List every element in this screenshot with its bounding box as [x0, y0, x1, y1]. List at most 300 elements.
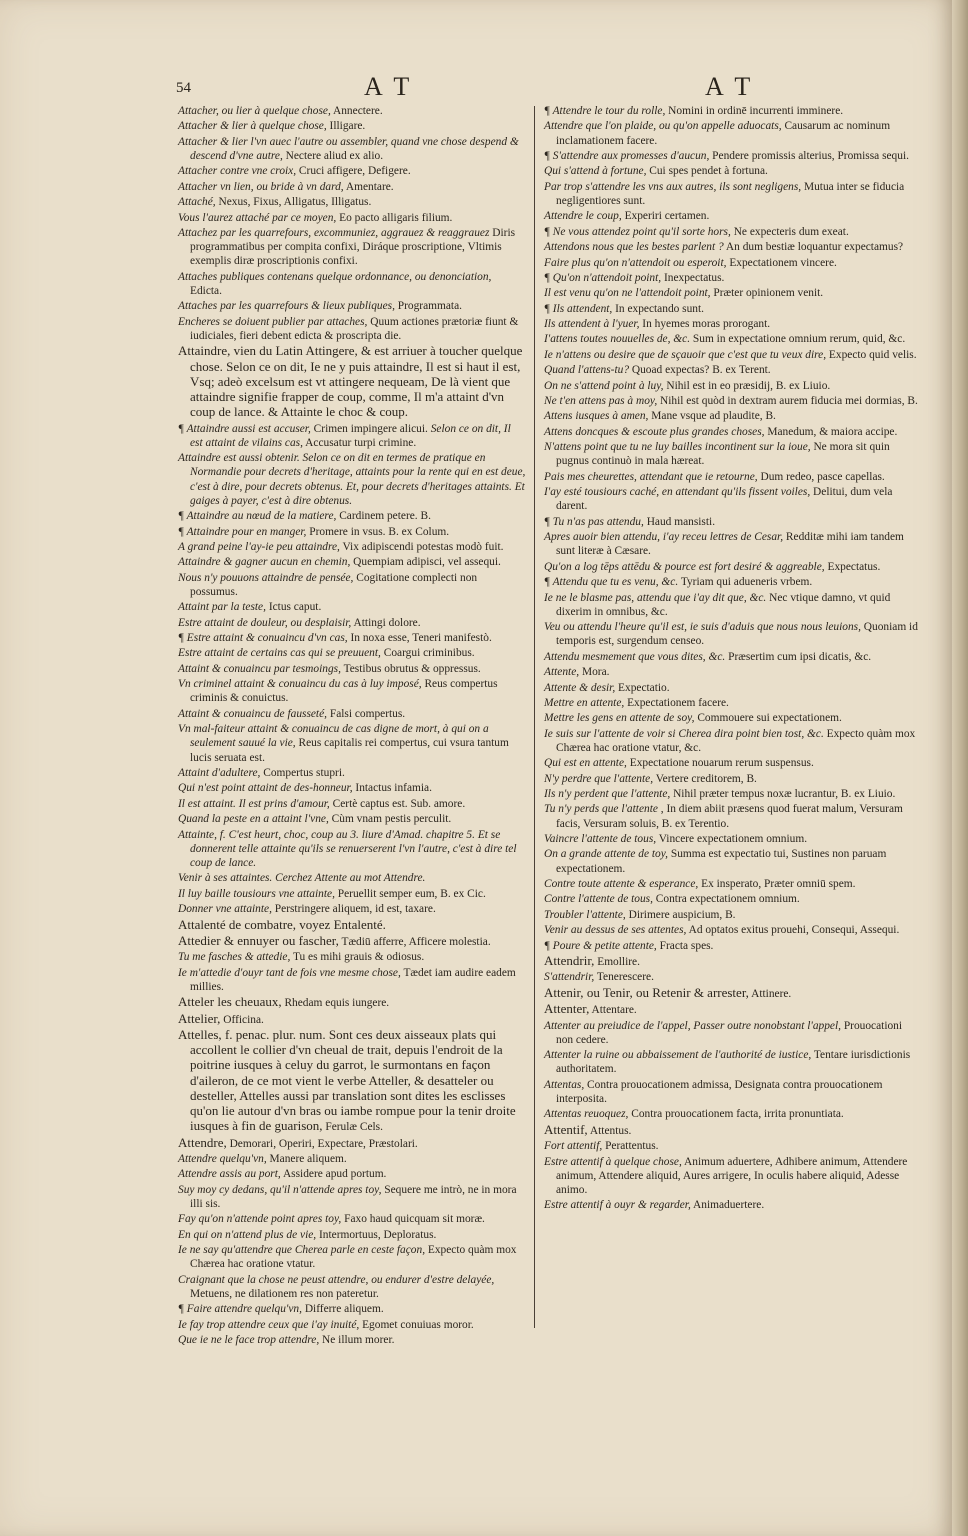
dictionary-entry	[178, 902, 526, 916]
dictionary-entry	[544, 832, 918, 846]
dictionary-entry	[178, 887, 526, 901]
dictionary-entry	[544, 164, 918, 178]
french-text: Vous l'aurez attaché par ce moyen,	[178, 211, 337, 224]
latin-text: Programmata.	[394, 300, 462, 313]
latin-text: Sum in expectatione omnium rerum, quid, &c.	[690, 333, 906, 346]
dictionary-entry	[544, 802, 918, 830]
french-text: Ie ne say qu'attendre que Cherea parle en ceste façon,	[178, 1244, 426, 1257]
latin-text: Expecto quàm mox Chærea hac oratione vtatur, &c.	[556, 727, 916, 754]
latin-text: Quum actiones prætoriæ fiunt & iudiciales, fieri debent edicta & proscripta die.	[190, 315, 519, 342]
dictionary-entry	[544, 286, 918, 300]
dictionary-entry	[178, 781, 526, 795]
latin-text: Nectere aliud ex alio.	[282, 149, 384, 162]
french-text: A grand peine l'ay-ie peu attaindre,	[178, 540, 340, 553]
french-text: Pais mes cheurettes, attendant que ie retourne,	[544, 470, 758, 483]
dictionary-entry	[544, 923, 918, 937]
latin-text: Crimen impingere alicui.	[310, 422, 428, 435]
latin-text: Annectere.	[330, 105, 383, 117]
dictionary-entry	[544, 1107, 918, 1121]
french-text: Quand la peste en a attaint l'vne,	[178, 813, 329, 826]
right-running-head: A T	[705, 72, 754, 101]
french-text: ¶ Attaindre pour en manger,	[178, 525, 307, 538]
latin-text: Metuens, ne dilationem res non pateretur.	[190, 1288, 379, 1301]
latin-text: Ferulæ Cels.	[322, 1121, 383, 1134]
french-text: Fay qu'on n'attende point apres toy,	[178, 1213, 342, 1226]
latin-text: Perattentus.	[602, 1140, 659, 1153]
french-text: Nous n'y pouuons attaindre de pensée,	[178, 571, 354, 584]
latin-text: Vincere expectationem omnium.	[656, 833, 808, 846]
french-text: Troubler l'attente,	[544, 908, 626, 921]
french-text: Attacher, ou lier à quelque chose,	[178, 105, 331, 117]
latin-text: Expecto quàm mox Chærea hac oratione vtatur.	[190, 1244, 517, 1271]
latin-text: Reus compertus criminis & conuictus.	[190, 678, 498, 705]
latin-text: Testibus obrutus & oppressus.	[340, 662, 481, 675]
headword: Attelles,	[178, 1027, 222, 1043]
latin-text: Causarum ac nominum inclamationem facere.	[556, 120, 891, 147]
dictionary-entry	[178, 315, 526, 343]
french-text: ¶ Attaindre au nœud de la matiere,	[178, 510, 337, 523]
latin-text: Ne illum morer.	[319, 1334, 395, 1347]
french-text: Faire plus qu'on n'attendoit ou esperoit,	[544, 256, 727, 269]
latin-text: Reus capitalis rei compertus, cui vsura tantum lucis seruata est.	[190, 737, 509, 764]
french-text: ¶ S'attendre aux promesses d'aucun,	[544, 149, 710, 162]
dictionary-entry	[544, 877, 918, 891]
dictionary-entry	[544, 1048, 918, 1076]
latin-text: In hyemes moras prorogant.	[639, 318, 771, 331]
dictionary-entry	[178, 662, 526, 676]
french-text: Venir au dessus de ses attentes,	[544, 924, 687, 937]
latin-text: Expectatio.	[615, 681, 670, 694]
french-text: Attaint & conuaincu de fausseté,	[178, 707, 328, 720]
french-text: Attendons nous que les bestes parlent ?	[544, 241, 724, 254]
dictionary-entry	[178, 995, 526, 1010]
latin-text: Emollire.	[594, 956, 640, 968]
latin-text: Diris programmatibus per compita confixi, Diráque proscriptione, Vltimis exemplis diræ proscriptionis confixi.	[190, 226, 516, 268]
french-text: Il luy baille tousiours vne attainte,	[178, 887, 335, 900]
latin-text: Tædet iam audire eadem millies.	[190, 966, 516, 993]
french-text: Attendre que l'on plaide, ou qu'on appelle aduocats,	[544, 120, 782, 133]
dictionary-entry	[178, 270, 526, 298]
dictionary-entry	[544, 620, 918, 648]
dictionary-entry	[178, 1152, 526, 1166]
dictionary-entry	[544, 440, 918, 468]
dictionary-entry	[544, 575, 918, 589]
headword: Atteler	[178, 994, 215, 1010]
dictionary-entry	[544, 727, 918, 755]
latin-text: Cogitatione complecti non possumus.	[190, 571, 478, 598]
french-text: On a grande attente de toy,	[544, 848, 669, 861]
french-text: Venir à ses attaintes. Cerchez Attente au mot Attendre.	[178, 872, 426, 885]
french-text: Selon ce on dit, Il est attaint de vilains cas,	[190, 422, 511, 449]
french-text: Attacher & lier à quelque chose,	[178, 120, 327, 133]
dictionary-entry	[544, 1139, 918, 1153]
dictionary-entry	[178, 1243, 526, 1271]
dictionary-entry	[178, 871, 526, 885]
latin-text: Expectatus.	[824, 560, 881, 573]
dictionary-entry	[544, 665, 918, 679]
dictionary-entry	[544, 363, 918, 377]
dictionary-entry	[178, 540, 526, 554]
latin-text: Manedum, & maiora accipe.	[764, 425, 898, 438]
latin-text: Certè captus est. Sub. amore.	[329, 797, 466, 810]
french-text: Attaindre & gagner aucun en chemin,	[178, 556, 351, 569]
dictionary-entry	[544, 1002, 918, 1017]
latin-text: Experiri certamen.	[621, 210, 710, 223]
latin-text: Differre aliquem.	[301, 1303, 384, 1316]
dictionary-entry	[544, 485, 918, 513]
french-text: Attens doncques & escoute plus grandes choses,	[544, 425, 765, 438]
latin-text: Ex insperato, Præter omniū spem.	[698, 878, 856, 891]
french-text: ¶ Attaindre aussi est accuser,	[178, 422, 311, 435]
latin-text: Intactus infamia.	[352, 782, 432, 795]
french-text: Attentas reuoquez,	[544, 1108, 629, 1121]
column-divider	[534, 106, 535, 1328]
french-text: Ie n'attens ou desire que de sçauoir que c'est que tu veux dire,	[544, 348, 827, 361]
french-text: I'ay esté tousiours caché, en attendant qu'ils fissent voiles,	[544, 486, 811, 499]
headword: Attelier,	[178, 1010, 221, 1026]
dictionary-entry	[178, 525, 526, 539]
french-text: Par trop s'attendre les vns aux autres, ils sont negligens,	[544, 180, 802, 193]
french-text: Que ie ne le face trop attendre,	[178, 1334, 320, 1347]
dictionary-entry	[544, 1123, 918, 1138]
left-running-head: A T	[364, 72, 413, 101]
french-text: Il est venu qu'on ne l'attendoit point,	[544, 287, 711, 300]
latin-text: Nihil præter tempus noxæ lucrantur, B. ex Liuio.	[670, 788, 896, 801]
french-text: ¶ Qu'on n'attendoit point,	[544, 271, 662, 284]
latin-text: Pendere promissis alterius, Promissa sequi.	[709, 149, 909, 162]
dictionary-entry	[178, 119, 526, 133]
dictionary-entry	[544, 696, 918, 710]
dictionary-entry	[544, 847, 918, 875]
dictionary-entry	[544, 119, 918, 147]
french-text: Veu ou attendu l'heure qu'il est, ie suis d'aduis que nous nous leuions,	[544, 621, 861, 634]
dictionary-entry	[544, 939, 918, 953]
dictionary-entry	[178, 707, 526, 721]
french-text: Attacher & lier l'vn auec l'autre ou assembler, quand vne chose despend & descend d'vne autre,	[178, 135, 519, 162]
dictionary-entry	[544, 908, 918, 922]
dictionary-entry	[544, 787, 918, 801]
dictionary-entry	[178, 1136, 526, 1151]
latin-text: Summa est expectatio tui, Sustines non paruam expectationem.	[556, 848, 887, 875]
french-text: Tu n'y perds que l'attente	[544, 803, 658, 816]
latin-text: Nihil est quòd in dextram aurem fiducia mei dormias, B.	[657, 395, 918, 408]
latin-text: Fracta spes.	[656, 939, 714, 952]
french-text: Estre attaint de douleur, ou desplaisir,	[178, 616, 352, 629]
page-edge	[952, 0, 968, 1536]
dictionary-entry	[544, 560, 918, 574]
french-text: ¶ Ils attendent,	[544, 302, 613, 315]
french-text: ¶ Poure & petite attente,	[544, 939, 657, 952]
dictionary-entry	[544, 225, 918, 239]
latin-text: Tyriam qui adueneris vrbem.	[678, 576, 813, 589]
latin-text: Animum aduertere, Adhibere animum, Attendere animum, Attendere aliquid, Aures arrigere, In oculis habere aliquid, Adesse animo.	[556, 1155, 908, 1196]
latin-text: Compertus stupri.	[260, 767, 345, 779]
latin-text: Præsertim cum ipsi dicatis, &c.	[725, 650, 872, 663]
left-column	[178, 104, 526, 1347]
french-text: Ie m'attedie d'ouyr tant de fois vne mesme chose,	[178, 966, 401, 979]
dictionary-entry	[178, 164, 526, 178]
french-text: Estre attentif à quelque chose,	[544, 1155, 682, 1168]
french-text: ¶ Ne vous attendez point qu'il sorte hors,	[544, 225, 731, 238]
dictionary-entry	[178, 195, 526, 209]
dictionary-entry	[544, 650, 918, 664]
dictionary-entry	[544, 530, 918, 558]
latin-text: Dum redeo, pasce capellas.	[757, 470, 885, 483]
french-text: Qui est en attente,	[544, 757, 627, 770]
latin-text: Ad optatos exitus prouehi, Consequi, Assequi.	[686, 924, 900, 937]
french-text: Attendre quelqu'vn,	[178, 1153, 267, 1166]
latin-text: Assidere apud portum.	[280, 1168, 387, 1181]
dictionary-entry	[178, 1212, 526, 1226]
dictionary-entry	[178, 135, 526, 163]
latin-text: Expectatione nouarum rerum suspensus.	[626, 757, 814, 770]
dictionary-entry	[544, 470, 918, 484]
dictionary-entry	[544, 1155, 918, 1198]
french-text: de combatre, voyez Entalenté.	[225, 916, 386, 932]
french-text: Craignant que la chose ne peust attendre, ou endurer d'estre delayée,	[178, 1273, 495, 1286]
headword: Attaindre,	[178, 343, 231, 359]
latin-text: An dum bestiæ loquantur expectamus?	[723, 241, 904, 254]
french-text: Estre attaint de certains cas qui se preuuent,	[178, 647, 381, 660]
french-text: Ie suis sur l'attente de voir si Cherea dira point bien tost, &c.	[544, 727, 824, 740]
french-text: Ne t'en attens pas à moy,	[544, 395, 658, 408]
latin-text: Attentus.	[587, 1124, 632, 1137]
french-text: En qui on n'attend plus de vie,	[178, 1228, 317, 1241]
dictionary-entry	[544, 180, 918, 208]
latin-text: Falsi compertus.	[327, 707, 406, 720]
french-text: Contre l'attente de tous,	[544, 893, 653, 906]
latin-text: Edicta.	[190, 284, 222, 297]
french-text: Mettre en attente,	[544, 696, 625, 709]
dictionary-entry	[544, 425, 918, 439]
latin-text: Ictus caput.	[265, 601, 322, 614]
french-text: Qui s'attend à fortune,	[544, 165, 647, 178]
french-text: Attendu mesmement que vous dites, &c.	[544, 650, 726, 663]
headword: Attedier	[178, 932, 221, 948]
latin-text: Attingi dolore.	[351, 616, 421, 629]
latin-text: Attentare.	[589, 1004, 637, 1017]
french-text: Quand l'attens-tu?	[544, 364, 630, 377]
dictionary-entry	[544, 348, 918, 362]
latin-text: Rhedam equis iungere.	[281, 997, 390, 1010]
french-text: N'y perdre que l'attente,	[544, 772, 654, 785]
french-text: S'attendrir,	[544, 971, 595, 984]
latin-text: Quempiam adipisci, vel assequi.	[350, 556, 501, 569]
dictionary-entry	[544, 1078, 918, 1106]
dictionary-entry	[544, 271, 918, 285]
latin-text: Intermortuus, Deploratus.	[316, 1228, 437, 1241]
french-text: Donner vne attainte,	[178, 903, 272, 916]
latin-text: Ne expecteris dum exeat.	[730, 225, 849, 238]
dictionary-entry	[178, 1302, 526, 1316]
french-text: Attenter au preiudice de l'appel, Passer outre nonobstant l'appel,	[544, 1019, 841, 1032]
french-text: Tu me fasches & attedie,	[178, 951, 291, 964]
french-text: ¶ Faire attendre quelqu'vn,	[178, 1303, 302, 1316]
latin-text: Quoad expectas? B. ex Terent.	[629, 364, 771, 377]
latin-text: Tenerescere.	[594, 971, 654, 984]
latin-text: Demorari, Operiri, Expectare, Præstolari.	[226, 1137, 418, 1150]
french-text: Attainte, f. C'est heurt, choc, coup au 3. liure d'Amad. chapitre 5. Et se donnerent telle attainte qu'ils se renuerserent l'vn l'autre, c'est à dire tel coup de lance.	[178, 828, 517, 869]
dictionary-entry	[544, 149, 918, 163]
dictionary-entry	[178, 571, 526, 599]
latin-text: Redditæ mihi iam tandem sunt literæ à Cæsare.	[556, 531, 904, 558]
latin-text: In noxa esse, Teneri manifestò.	[347, 632, 492, 645]
dictionary-entry	[544, 954, 918, 969]
latin-text: Contra expectationem omnium.	[652, 893, 800, 906]
french-text: Attaché,	[178, 196, 216, 209]
french-text: Fort attentif,	[544, 1140, 603, 1153]
dictionary-entry	[178, 422, 526, 450]
french-text: Suy moy cy dedans, qu'il n'attende apres toy,	[178, 1183, 382, 1196]
dictionary-entry	[178, 828, 526, 871]
dictionary-entry	[544, 892, 918, 906]
latin-text: Haud mansisti.	[643, 515, 716, 528]
french-text: Ie fay trop attendre ceux que i'ay inuité,	[178, 1318, 360, 1331]
dictionary-entry	[544, 1198, 918, 1212]
french-text: ¶ Attendre le tour du rolle,	[544, 105, 666, 117]
latin-text: Inexpectatus.	[661, 271, 725, 284]
latin-text: Cardinem petere. B.	[336, 510, 431, 523]
french-text: Attaint & conuaincu par tesmoings,	[178, 662, 341, 675]
latin-text: Commouere sui expectationem.	[694, 712, 842, 725]
dictionary-entry	[178, 646, 526, 660]
french-text: Il est attaint. Il est prins d'amour,	[178, 797, 330, 810]
dictionary-entry	[544, 711, 918, 725]
latin-text: Prouocationi non cedere.	[556, 1019, 903, 1046]
latin-text: Promere in vsus. B. ex Colum.	[306, 525, 450, 538]
french-text: Ils attendent à l'yuer,	[544, 318, 640, 331]
french-text: ¶ Attendu que tu es venu, &c.	[544, 576, 679, 589]
french-text: Ie ne le blasme pas, attendu que i'ay dit que, &c.	[544, 591, 767, 604]
latin-text: Sequere me intrò, ne in mora illi sis.	[190, 1183, 517, 1211]
latin-text: Tædiū afferre, Afficere molestia.	[338, 935, 491, 948]
french-text: f. penac. plur. num. Sont ces deux aisseaux plats qui accollent le collier d'vn cheual de trait, depuis l'endroit de la poitrine iusques à celuy du garrot, le surmontans en façon d'aileron, de ce mot vient le verbe Atteller, & desatteler ou desteller, Attelles aussi par translation sont dites les esclisses qu'on lie autour d'vn bras ou iambe rompue pour la tenir droite iusques à fin de guarison,	[190, 1027, 516, 1134]
dictionary-entry	[544, 591, 918, 619]
french-text: Attendre le coup,	[544, 210, 622, 223]
french-text: I'attens toutes nouuelles de, &c.	[544, 333, 691, 346]
headword: Attendre,	[178, 1134, 227, 1150]
dictionary-entry	[178, 104, 526, 118]
french-text: Estre attentif à ouyr & regarder,	[544, 1199, 691, 1212]
dictionary-entry	[178, 299, 526, 313]
french-text: Attendre assis au port,	[178, 1168, 281, 1181]
latin-text: Officina.	[220, 1013, 264, 1026]
latin-text: Mane vsque ad plaudite, B.	[648, 410, 776, 423]
french-text: & ennuyer ou fascher,	[220, 932, 339, 948]
french-text: ¶ Tu n'as pas attendu,	[544, 515, 644, 528]
headword: Attenir,	[544, 984, 584, 1000]
dictionary-entry	[544, 256, 918, 270]
latin-text: Vix adipiscendi potestas modò fuit.	[339, 540, 504, 553]
french-text: Attaint par la teste,	[178, 601, 266, 614]
dictionary-entry	[544, 681, 918, 695]
dictionary-entry	[544, 986, 918, 1001]
dictionary-entry	[178, 966, 526, 994]
french-text: On ne s'attend point à luy,	[544, 379, 664, 392]
dictionary-entry	[178, 1228, 526, 1242]
dictionary-entry	[178, 180, 526, 194]
dictionary-entry	[544, 209, 918, 223]
french-text: Attaint d'adultere,	[178, 767, 261, 779]
french-text: Attaindre est aussi obtenir. Selon ce on dit en termes de pratique en Normandie pour decrets d'heritage, attaints pour la rente qui en est deue, c'est à dire, pour decrets obtenus. Et, pour decrets d'heritages attaints. Et gaiges à payer, c'est à dire obtenus.	[178, 452, 526, 507]
latin-text: Accusatur turpi crimine.	[302, 436, 417, 449]
latin-text: Quoniam id temporis est, surgendum censeo.	[556, 621, 918, 648]
latin-text: Nomini in ordinē incurrenti imminere.	[665, 105, 844, 117]
dictionary-entry	[544, 756, 918, 770]
dictionary-entry	[178, 616, 526, 630]
french-text: Encheres se doiuent publier par attaches,	[178, 315, 368, 328]
dictionary-entry	[544, 515, 918, 529]
french-text: Vaincre l'attente de tous,	[544, 833, 657, 846]
dictionary-entry	[544, 104, 918, 118]
french-text: Qui n'est point attaint de des-honneur,	[178, 782, 353, 795]
latin-text: Vertere creditorem, B.	[653, 772, 757, 785]
dictionary-entry	[544, 240, 918, 254]
latin-text: Ne mora sit quin pugnus continuò in mala hæreat.	[556, 441, 890, 468]
latin-text: Amentare.	[343, 180, 394, 193]
dictionary-entry	[178, 766, 526, 780]
dictionary-entry	[544, 772, 918, 786]
latin-text: Cùm vnam pestis perculit.	[328, 813, 452, 826]
latin-text: Contra prouocationem facta, irrita pronuntiata.	[628, 1108, 844, 1121]
dictionary-entry	[544, 1019, 918, 1047]
dictionary-entry	[178, 600, 526, 614]
french-text: Attenter la ruine ou abbaissement de l'authorité de iustice,	[544, 1049, 812, 1062]
french-text: Vn criminel attaint & conuaincu du cas à luy imposé,	[178, 678, 422, 691]
latin-text: Attinere.	[748, 987, 792, 1000]
dictionary-entry	[178, 1183, 526, 1211]
french-text: Attaches publiques contenans quelque ordonnance, ou denonciation,	[178, 270, 492, 283]
latin-text: Mora.	[579, 666, 610, 679]
french-text: Attentas,	[544, 1078, 585, 1091]
latin-text: Expectationem facere.	[624, 696, 729, 709]
french-text: Attens iusques à amen,	[544, 410, 649, 423]
dictionary-entry	[178, 226, 526, 269]
dictionary-entry	[178, 555, 526, 569]
french-text: Contre toute attente & esperance,	[544, 878, 699, 891]
dictionary-entry	[178, 1273, 526, 1301]
dictionary-entry	[178, 344, 526, 420]
latin-text: Eo pacto alligaris filium.	[336, 211, 453, 224]
french-text: les cheuaux,	[214, 994, 282, 1010]
dictionary-entry	[178, 1318, 526, 1332]
dictionary-entry	[178, 918, 526, 933]
dictionary-entry	[544, 970, 918, 984]
french-text: Attacher vn lien, ou bride à vn dard,	[178, 180, 344, 193]
dictionary-entry	[178, 211, 526, 225]
dictionary-entry	[178, 797, 526, 811]
dictionary-entry	[544, 379, 918, 393]
latin-text: Faxo haud quicquam sit moræ.	[341, 1213, 485, 1226]
latin-text: Cruci affigere, Defigere.	[296, 165, 411, 178]
french-text: Apres auoir bien attendu, i'ay receu lettres de Cesar,	[544, 531, 784, 544]
latin-text: Tu es mihi grauis & odiosus.	[290, 951, 425, 964]
dictionary-entry	[544, 317, 918, 331]
dictionary-entry	[178, 509, 526, 523]
right-column	[544, 104, 918, 1334]
headword: Attentif,	[544, 1121, 588, 1137]
dictionary-entry	[178, 934, 526, 949]
latin-text: Nec vtique damno, vt quid dixerim in omnibus, &c.	[556, 591, 891, 618]
headword: Attalenté	[178, 916, 226, 932]
latin-text: Delitui, dum vela darent.	[556, 486, 893, 513]
page-header	[176, 72, 940, 106]
french-text: N'attens point que tu ne luy bailles incontinent sur la ioue,	[544, 441, 811, 454]
latin-text: Animaduertere.	[690, 1199, 765, 1212]
dictionary-entry	[178, 1012, 526, 1027]
page-number: 54	[176, 80, 191, 96]
dictionary-entry	[178, 451, 526, 508]
